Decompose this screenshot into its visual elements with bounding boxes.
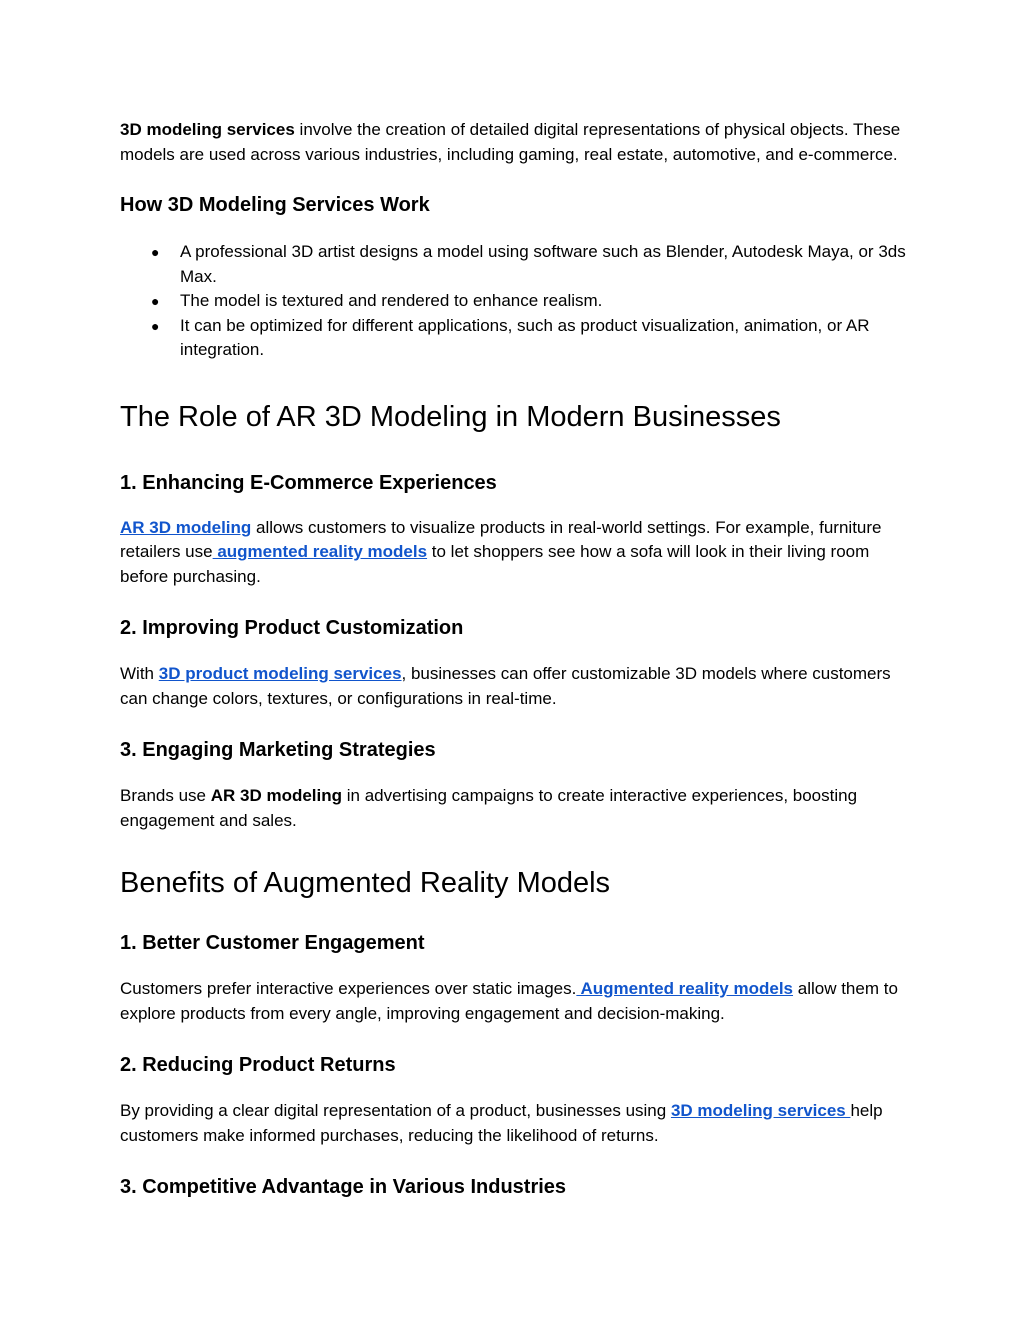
role-s2-text-2: , businesses can offer customizable 3D models where customers can change colors, textures, or configurations in real-time. [120, 664, 891, 708]
how-heading: How 3D Modeling Services Work [120, 194, 430, 216]
role-s2-paragraph [120, 662, 910, 711]
role-s1-text-1: allows customers to visualize products in real-world settings. For example, furniture retailers use [120, 517, 882, 561]
ar-3d-modeling-link[interactable]: AR 3D modeling [120, 517, 252, 537]
role-s2-heading: 2. Improving Product Customization [120, 617, 464, 639]
role-s3-bold-term: AR 3D modeling [210, 786, 343, 805]
list-item [120, 314, 910, 363]
3d-product-modeling-services-link[interactable]: 3D product modeling services [158, 664, 402, 683]
role-s3-heading: 3. Engaging Marketing Strategies [120, 739, 436, 761]
role-s3-text-2: in advertising campaigns to create interactive experiences, boosting engagement and sales. [120, 786, 858, 830]
benefits-b1-paragraph [120, 977, 910, 1026]
bullet-icon: ● [151, 293, 160, 309]
list-item-text: It can be optimized for different applications, such as product visualization, animation, or AR integration. [180, 315, 870, 359]
list-item-text: The model is textured and rendered to enhance realism. [180, 291, 603, 310]
role-s2-text-1: With [120, 664, 159, 683]
role-s1-heading: 1. Enhancing E-Commerce Experiences [120, 471, 497, 494]
benefits-b1-heading: 1. Better Customer Engagement [120, 932, 425, 954]
document-page [120, 118, 910, 1200]
benefits-b2-heading: 2. Reducing Product Returns [120, 1054, 396, 1076]
benefits-b3-heading: 3. Competitive Advantage in Various Industries [120, 1176, 567, 1198]
augmented-reality-models-link-2[interactable]: Augmented reality models [576, 979, 794, 998]
role-s3-paragraph [120, 784, 910, 833]
intro-text: involve the creation of detailed digital representations of physical objects. These models are used across various industries, including gaming, real estate, automotive, and e-commerce. [120, 120, 901, 164]
benefits-b2-text-2: help customers make informed purchases, reducing the likelihood of returns. [120, 1101, 883, 1145]
role-s3-text-1: Brands use [120, 786, 211, 805]
benefits-b2-paragraph [120, 1099, 910, 1148]
bullet-icon: ● [151, 244, 160, 260]
bullet-icon: ● [151, 317, 160, 334]
role-title: The Role of AR 3D Modeling in Modern Businesses [120, 400, 781, 433]
benefits-b1-text-1: Customers prefer interactive experiences over static images. [120, 979, 577, 998]
intro-bold-term: 3D modeling services [120, 120, 295, 139]
role-s1-paragraph [120, 516, 910, 590]
list-item [120, 240, 910, 289]
augmented-reality-models-link[interactable]: augmented reality models [212, 542, 428, 561]
benefits-b2-text-1: By providing a clear digital representation of a product, businesses using [120, 1101, 671, 1120]
benefits-b1-text-2: allow them to explore products from every angle, improving engagement and decision-making. [120, 979, 898, 1023]
role-s1-text-2: to let shoppers see how a sofa will look in their living room before purchasing. [120, 542, 870, 586]
intro-paragraph [120, 118, 910, 167]
benefits-title: Benefits of Augmented Reality Models [120, 867, 611, 899]
3d-modeling-services-link[interactable]: 3D modeling services [670, 1101, 851, 1120]
list-item [120, 289, 910, 314]
list-item-text: A professional 3D artist designs a model using software such as Blender, Autodesk Maya, or 3ds Max. [180, 242, 906, 286]
how-bullet-list [120, 240, 910, 363]
